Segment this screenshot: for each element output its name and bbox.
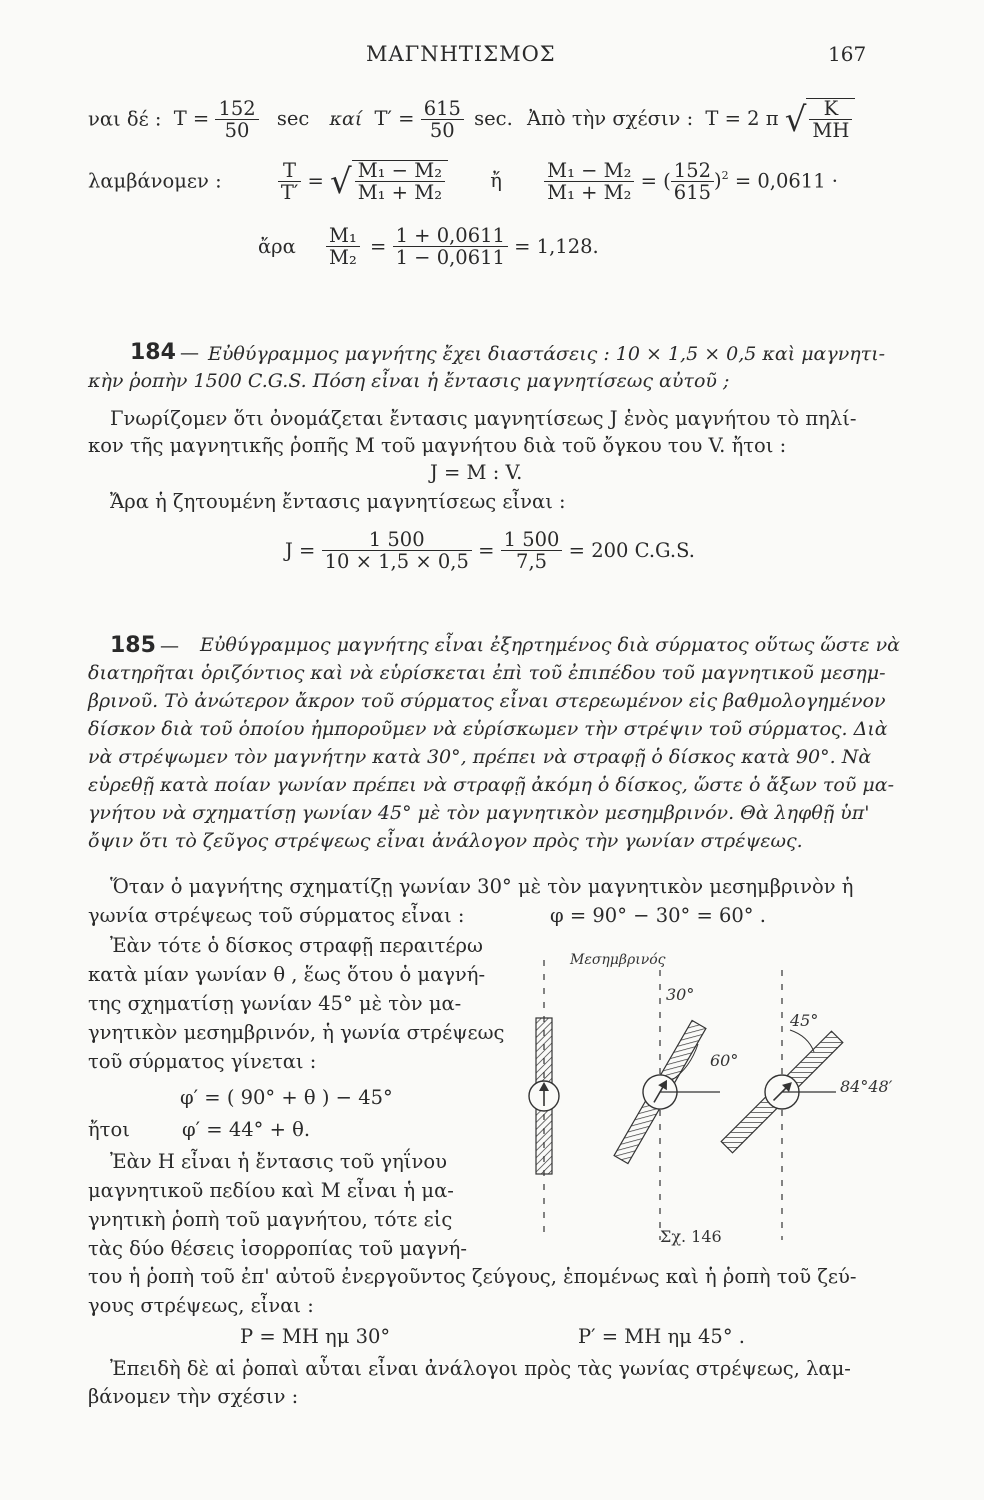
t-symbol: T bbox=[278, 161, 301, 182]
t2-fraction bbox=[421, 96, 464, 142]
problem-number: 185 bbox=[110, 633, 156, 658]
m2-symbol: M₂ bbox=[329, 246, 357, 270]
t-label: T = bbox=[173, 107, 210, 131]
j-f2-num: 1 500 bbox=[501, 530, 563, 551]
left-line-2: της σχηματίσῃ γωνίαν 45° μὲ τὸν μα- bbox=[88, 992, 462, 1015]
j-eq: J = bbox=[285, 538, 316, 562]
problem-184-a2: κον τῆς μαγνητικῆς ῥοπῆς M τοῦ μαγνήτου διὰ τοῦ ὄγκου του V. ἤτοι : bbox=[88, 434, 787, 457]
j-fraction-2 bbox=[501, 530, 563, 573]
left-line-3: γνητικὸν μεσημβρινόν, ἡ γωνία στρέψεως bbox=[88, 1021, 505, 1044]
moment-sum: M₁ + M₂ bbox=[357, 181, 443, 205]
figure-caption: Σχ. 146 bbox=[660, 1227, 722, 1246]
left2-line-3: τὰς δύο θέσεις ἰσορροπίας τοῦ μαγνή- bbox=[88, 1237, 467, 1260]
final-fraction bbox=[393, 226, 508, 269]
page-number: 167 bbox=[828, 42, 867, 66]
angle-30-label: 30° bbox=[666, 985, 695, 1004]
squared-ratio bbox=[671, 158, 714, 204]
figure-146 bbox=[520, 940, 920, 1250]
m1-symbol: M₁ bbox=[326, 226, 360, 247]
meridian-label: Μεσημβρινός bbox=[570, 952, 666, 968]
sqrt-moment-ratio bbox=[352, 160, 448, 204]
eq-sign: = bbox=[478, 538, 495, 562]
ratio-denominator: 615 bbox=[673, 180, 712, 204]
left-line-0: Ἐὰν τότε ὁ δίσκος στραφῇ περαιτέρω bbox=[110, 934, 483, 957]
problem-184-q1: Εὐθύγραμμος μαγνήτης ἔχει διαστάσεις : 10 × 1,5 × 0,5 καὶ μαγνητι- bbox=[208, 343, 886, 365]
left-line-1: κατὰ μίαν γωνίαν θ , ἕως ὅτου ὁ μαγνή- bbox=[88, 963, 486, 986]
left2-line-1: μαγνητικοῦ πεδίου καὶ M εἶναι ἡ μα- bbox=[88, 1179, 454, 1202]
continuation-line-1: του ἡ ῥοπὴ τοῦ ἐπ' αὐτοῦ ἐνεργοῦντος ζεύγους, ἑπομένως καὶ ἡ ῥοπὴ τοῦ ζεύ- bbox=[88, 1265, 857, 1288]
from-relation-text: Ἀπὸ τὴν σχέσιν : bbox=[527, 107, 694, 131]
final-denominator: 1 − 0,0611 bbox=[395, 246, 505, 270]
period-formula: T = 2 π bbox=[705, 107, 779, 131]
problem-185-header bbox=[110, 633, 179, 658]
torsion-line: γωνία στρέψεως τοῦ σύρματος εἶναι : bbox=[88, 904, 465, 927]
problem-185-line-4: νὰ στρέψωμεν τὸν μαγνήτην κατὰ 30°, πρέπει νὰ στραφῇ ὁ δίσκος κατὰ 90°. Νὰ bbox=[88, 746, 872, 768]
angle-60-label: 60° bbox=[710, 1051, 739, 1070]
angle-arc-45 bbox=[790, 1030, 814, 1052]
j-calculation bbox=[285, 530, 695, 573]
intro-line bbox=[88, 98, 855, 142]
problem-dash: — bbox=[179, 342, 199, 364]
phi-prime-equation: φ′ = ( 90° + θ ) − 45° bbox=[180, 1086, 393, 1109]
j-result: = 200 C.G.S. bbox=[568, 538, 695, 562]
lambanomen-text: λαμβάνομεν : bbox=[88, 169, 222, 193]
problem-185-line-6: γνήτου νὰ σχηματίσῃ γωνίαν 45° μὲ τὸν μαγνητικὸν μεσημβρινόν. Θὰ ληφθῇ ὑπ' bbox=[88, 802, 870, 824]
problem-dash: — bbox=[159, 635, 179, 657]
t-denominator: 50 bbox=[224, 118, 250, 142]
t-numerator: 152 bbox=[215, 99, 258, 120]
final-line-2: βάνομεν τὴν σχέσιν : bbox=[88, 1385, 299, 1408]
moment-sum-2: M₁ + M₂ bbox=[547, 180, 632, 204]
t2-numerator: 615 bbox=[421, 99, 464, 120]
page-title: ΜΑΓΝΗΤΙΣΜΟΣ bbox=[366, 42, 556, 66]
ara-line: ἄρα $\frac{\text{M₁}}{\text{M₂}}$ = $\frac{1 + 0,0611}{1 - 0,0611}$ = 1,128. bbox=[258, 224, 599, 270]
problem-185-line-0: Εὐθύγραμμος μαγνήτης εἶναι ἐξηρτημένος διὰ σύρματος οὕτως ὥστε νὰ bbox=[200, 634, 900, 656]
angle-8448-label: 84°48′ bbox=[840, 1077, 893, 1096]
problem-184-header bbox=[130, 340, 199, 365]
problem-185-line-1: διατηρῆται ὁριζόντιος καὶ νὰ εὑρίσκεται ἐπὶ τοῦ ἐπιπέδου τοῦ μαγνητικοῦ μεσημ- bbox=[88, 662, 886, 684]
sqrt-icon: √ bbox=[330, 161, 352, 202]
j-f1-den: 10 × 1,5 × 0,5 bbox=[324, 550, 469, 574]
mh-symbol: MH bbox=[812, 119, 850, 143]
phi-prime-result: φ′ = 44° + θ. bbox=[182, 1118, 311, 1141]
j-fraction-1 bbox=[322, 530, 472, 573]
problem-number: 184 bbox=[130, 340, 176, 365]
when-line: Ὅταν ὁ μαγνήτης σχηματίζῃ γωνίαν 30° μὲ τὸν μαγνητικὸν μεσημβρινὸν ἡ bbox=[110, 875, 854, 898]
ratio-result: = 0,0611 · bbox=[734, 169, 838, 193]
ratio-numerator: 152 bbox=[671, 161, 714, 182]
problem-184-a1: Γνωρίζομεν ὅτι ὀνομάζεται ἔντασις μαγνητίσεως J ἑνὸς μαγνήτου τὸ πηλί- bbox=[110, 407, 857, 430]
magnet-position-0 bbox=[529, 1018, 559, 1174]
etoi-word: ἤτοι bbox=[88, 1118, 130, 1141]
derivation-line: λαμβάνομεν : $\frac{T}{T'}$ = √ $\frac{\text{M₁ − M₂}}{\text{M₁ + M₂}}$ ἤ $\frac{\text{M₁ − M₂}}{\text{M₁ + M₂}}$ = ( $\frac{152}{615}$ )$^2$ = 0,0611 · bbox=[88, 158, 838, 205]
problem-185-line-3: δίσκον διὰ τοῦ ὁποίου ἠμποροῦμεν νὰ εὑρίσκωμεν τὴν στρέψιν τοῦ σύρματος. Διὰ bbox=[88, 718, 888, 740]
left2-line-2: γνητικὴ ῥοπὴ τοῦ μαγνήτου, τότε εἰς bbox=[88, 1208, 453, 1231]
ara-line-184: Ἄρα ἡ ζητουμένη ἔντασις μαγνητίσεως εἶναι : bbox=[110, 490, 566, 513]
problem-184-q2: κὴν ῥοπὴν 1500 C.G.S. Πόση εἶναι ἡ ἔντασις μαγνητίσεως αὐτοῦ ; bbox=[88, 370, 730, 392]
left2-line-0: Ἐὰν H εἶναι ἡ ἔντασις τοῦ γηΐνου bbox=[110, 1150, 447, 1173]
moment-difference-2: M₁ − M₂ bbox=[544, 161, 634, 182]
moment-difference: M₁ − M₂ bbox=[355, 161, 445, 182]
kai-word: καί bbox=[329, 108, 363, 131]
t-fraction bbox=[215, 96, 258, 142]
moment-ratio-fraction bbox=[544, 158, 634, 204]
sqrt-icon: √ bbox=[784, 99, 807, 140]
phi-equation: φ = 90° − 30° = 60° . bbox=[550, 904, 766, 927]
problem-185-line-5: εὑρεθῇ κατὰ ποίαν γωνίαν πρέπει νὰ στραφῇ ἀκόμη ὁ δίσκος, ὥστε ὁ ἄξων τοῦ μα- bbox=[88, 774, 895, 796]
k-symbol: K bbox=[809, 99, 852, 120]
t2-unit: sec. bbox=[474, 107, 513, 131]
p-equation: P = MH ημ 30° bbox=[240, 1325, 391, 1348]
t-ratio-fraction bbox=[278, 158, 301, 204]
final-result: = 1,128. bbox=[514, 234, 599, 258]
problem-185-line-2: βρινοῦ. Τὸ ἀνώτερον ἄκρον τοῦ σύρματος εἶναι στερεωμένον εἰς βαθμολογημένον bbox=[88, 690, 886, 712]
t-prime-symbol: T′ bbox=[280, 180, 299, 204]
m1-m2-fraction bbox=[326, 226, 360, 269]
problem-185-line-7: ὄψιν ὅτι τὸ ζεῦγος στρέψεως εἶναι ἀνάλογον πρὸς τὴν γωνίαν στρέψεως. bbox=[88, 830, 803, 852]
ara-word: ἄρα bbox=[258, 234, 296, 258]
t2-label: T′ = bbox=[374, 107, 415, 131]
final-numerator: 1 + 0,0611 bbox=[393, 226, 508, 247]
t2-denominator: 50 bbox=[429, 118, 455, 142]
p-prime-equation: P′ = MH ημ 45° . bbox=[578, 1325, 745, 1348]
j-f1-num: 1 500 bbox=[322, 530, 472, 551]
or-word: ἤ bbox=[490, 169, 502, 193]
t-unit: sec bbox=[276, 107, 310, 131]
sqrt-content bbox=[806, 98, 855, 142]
j-formula: J = M : V. bbox=[430, 461, 523, 484]
intro-prefix: ναι δέ : bbox=[88, 107, 162, 131]
continuation-line-2: γους στρέψεως, εἶναι : bbox=[88, 1294, 314, 1317]
j-f2-den: 7,5 bbox=[516, 550, 548, 574]
final-line-1: Ἐπειδὴ δὲ αἱ ῥοπαὶ αὗται εἶναι ἀνάλογοι πρὸς τὰς γωνίας στρέψεως, λαμ- bbox=[110, 1357, 851, 1380]
left-line-4: τοῦ σύρματος γίνεται : bbox=[88, 1050, 317, 1073]
angle-45-label: 45° bbox=[790, 1011, 819, 1030]
